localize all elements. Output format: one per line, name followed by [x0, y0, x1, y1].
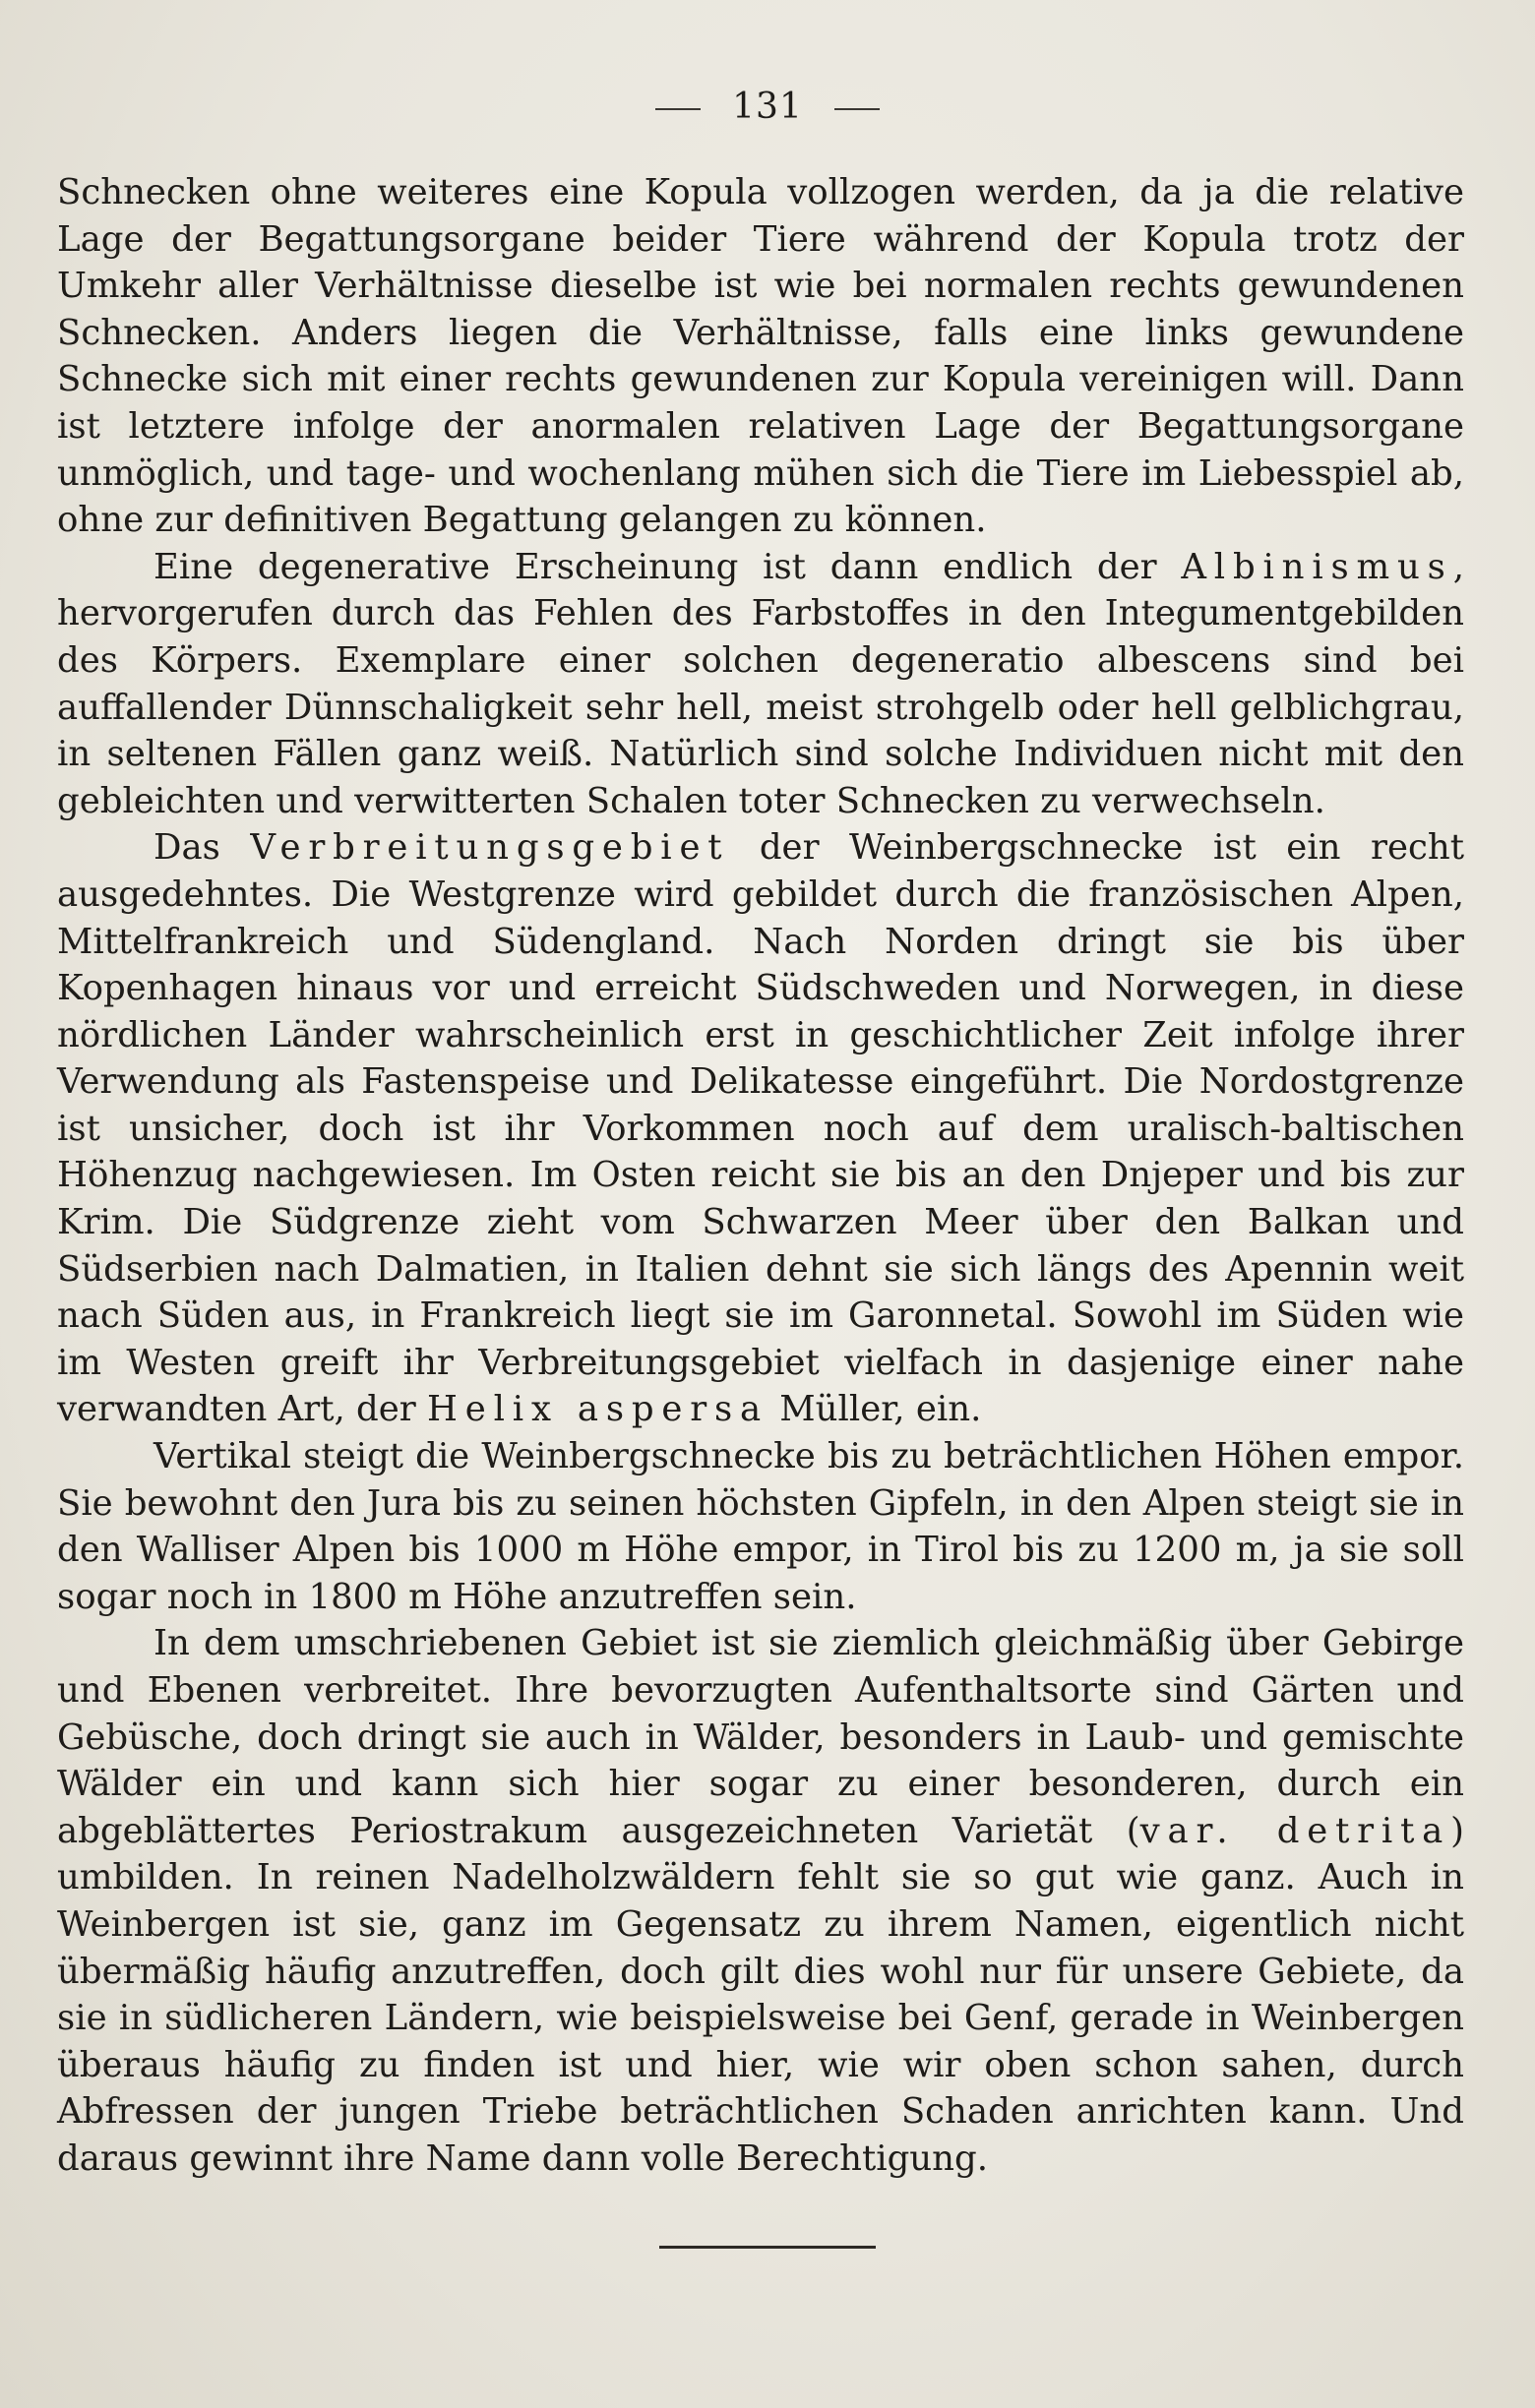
paragraph-5-start: In dem umschriebenen Gebiet ist sie ziemlich gleichmäßig über Gebirge und Ebenen verbreitet. Ihre bevorzugten Aufenthaltsorte sind Gärten und Gebüsche, doch dringt sie auch in Wälder, besonders in Laub- und gemischte Wälder ein und kann sich hier sogar zu einer besonderen, durch ein abgeblättertes Periostrakum ausgezeichneten Varietät ( [57, 1623, 1464, 1851]
paragraph-5 [57, 1620, 1464, 2182]
page-number: 131 [732, 87, 803, 127]
footnote-separator [659, 2246, 876, 2249]
paragraph-3-start: Das [154, 827, 251, 869]
paragraph-4: Vertikal steigt die Weinbergschnecke bis zu beträchtlichen Höhen empor. Sie bewohnt den Jura bis zu seinen höchsten Gipfeln, in den Alpen steigt sie in den Walliser Alpen bis 1000 m Höhe empor, in Tirol bis zu 1200 m, ja sie soll sogar noch in 1800 m Höhe anzutreffen sein. [57, 1436, 1464, 1617]
paragraph-5-rest: ) umbilden. In reinen Nadelholzwäldern fehlt sie so gut wie ganz. Auch in Weinbergen ist sie, ganz im Gegensatz zu ihrem Namen, eigentlich nicht übermäßig häufig anzutreffen, doch gilt dies wohl nur für unsere Gebiete, da sie in südlicheren Ländern, wie beispielsweise bei Genf, gerade in Weinbergen überaus häufig zu finden ist und hier, wie wir oben schon sahen, durch Abfressen der jungen Triebe beträchtlichen Schaden anrichten kann. Und daraus gewinnt ihre Name dann volle Berechtigung. [57, 1810, 1464, 2179]
species-helix-aspersa: Helix aspersa [427, 1389, 769, 1430]
paragraph-1: Schnecken ohne weiteres eine Kopula vollzogen werden, da ja die relative Lage der Begattungsorgane beider Tiere während der Kopula trotz der Umkehr aller Verhältnisse dieselbe ist wie bei normalen rechts gewundenen Schnecken. Anders liegen die Verhältnisse, falls eine links gewundene Schnecke sich mit einer rechts gewundenen zur Kopula vereinigen will. Dann ist letztere infolge der anormalen relativen Lage der Begattungsorgane unmöglich, und tage- und wochenlang mühen sich die Tiere im Liebesspiel ab, ohne zur definitiven Begattung gelangen zu können. [57, 172, 1464, 541]
paragraph-3-rest: Müller, ein. [768, 1389, 982, 1430]
right-dash [834, 108, 880, 110]
paragraph-3-middle: der Weinbergschnecke ist ein recht ausgedehntes. Die Westgrenze wird gebildet durch die französischen Alpen, Mittelfrankreich und Südengland. Nach Norden dringt sie bis über Kopenhagen hinaus vor und erreicht Südschweden und Norwegen, in diese nördlichen Länder wahrscheinlich erst in geschichtlicher Zeit infolge ihrer Verwendung als Fastenspeise und Delikatesse eingeführt. Die Nordostgrenze ist unsicher, doch ist ihr Vorkommen noch auf dem uralisch-baltischen Höhenzug nachgewiesen. Im Osten reicht sie bis an den Dnjeper und bis zur Krim. Die Südgrenze zieht vom Schwarzen Meer über den Balkan und Südserbien nach Dalmatien, in Italien dehnt sie sich längs des Apennin weit nach Süden aus, in Frankreich liegt sie im Garonnetal. Sowohl im Süden wie im Westen greift ihr Verbreitungsgebiet vielfach in dasjenige einer nahe verwandten Art, der [57, 827, 1464, 1430]
variety-detrita: var. detrita [1139, 1810, 1451, 1851]
left-dash [655, 108, 701, 110]
paragraph-2-rest: , hervorgerufen durch das Fehlen des Farbstoffes in den Integumentgebilden des Körpers. Exemplare einer solchen degeneratio albescens sind bei auffallender Dünnschaligkeit sehr hell, meist strohgelb oder hell gelblichgrau, in seltenen Fällen ganz weiß. Natürlich sind solche Individuen nicht mit den gebleichten und verwitterten Schalen toter Schnecken zu verwechseln. [57, 546, 1464, 821]
page-header [0, 87, 1535, 127]
paragraph-3 [57, 824, 1464, 1433]
paragraph-2-start: Eine degenerative Erscheinung ist dann endlich der [154, 546, 1182, 587]
term-albinismus: Albinismus [1181, 546, 1453, 587]
term-verbreitungsgebiet: Verbreitungsgebiet [250, 827, 730, 869]
body-text [57, 169, 1464, 2183]
paragraph-2 [57, 544, 1464, 825]
